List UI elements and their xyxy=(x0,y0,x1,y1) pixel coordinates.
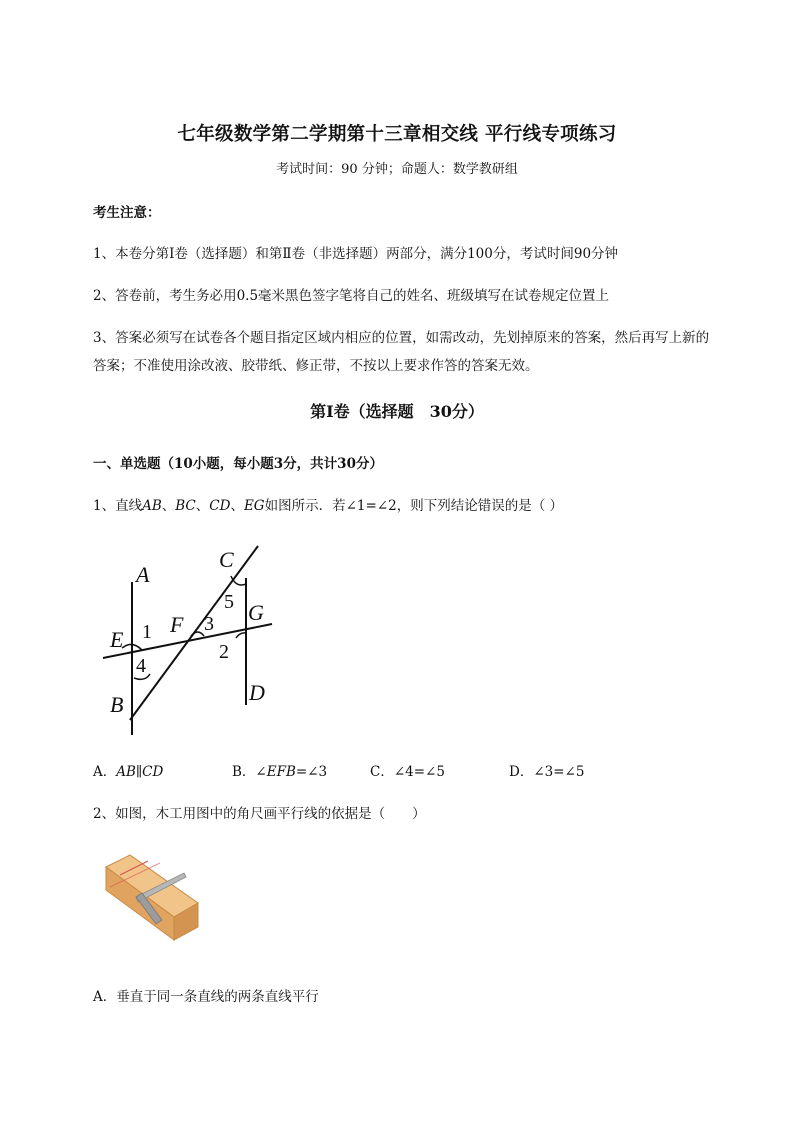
option-key: C． xyxy=(370,764,394,780)
q1-sep: 、 xyxy=(161,498,176,514)
angle-5-arc xyxy=(231,576,246,585)
label-d: D xyxy=(249,680,265,705)
option-text: ∠ xyxy=(255,764,267,780)
q2-option-a[interactable]: A．垂直于同一条直线的两条直线平行 xyxy=(93,989,319,1005)
notice-item-3: 3、答案必须写在试卷各个题目指定区域内相应的位置，如需改动，先划掉原来的答案，然后再写上新的答案；不准使用涂改液、胶带纸、修正带，不按以上要求作答的答案无效。 xyxy=(93,330,710,374)
angle-5-label: 5 xyxy=(224,591,234,613)
section-title: 第Ⅰ卷（选择题 30分） xyxy=(310,402,484,421)
label-c: C xyxy=(219,547,234,572)
option-text: ∠3=∠5 xyxy=(533,764,585,780)
q2-carpenter-square-figure xyxy=(100,845,210,945)
notice-item-1: 1、本卷分第Ⅰ卷（选择题）和第Ⅱ卷（非选择题）两部分，满分100分，考试时间90分钟 xyxy=(93,246,619,262)
q1-line-eg: EG xyxy=(243,498,265,514)
label-f: F xyxy=(170,612,184,637)
question-2-text: 2、如图，木工用图中的角尺画平行线的依据是（ ） xyxy=(93,806,426,822)
option-text: EFB xyxy=(266,764,296,780)
question-1-text xyxy=(93,494,563,514)
notice-heading: 考生注意： xyxy=(93,205,161,221)
angle-4-label: 4 xyxy=(136,655,146,677)
exam-info: 考试时间：90 分钟；命题人：数学教研组 xyxy=(276,162,518,177)
q1-option-c[interactable] xyxy=(370,760,445,780)
option-text: ∠4=∠5 xyxy=(393,764,445,780)
part-heading: 一、单选题（10小题，每小题3分，共计30分） xyxy=(93,456,383,472)
angle-2-arc xyxy=(236,633,246,638)
q1-line-ab: AB xyxy=(142,498,162,514)
option-text: AB∥CD xyxy=(116,764,164,780)
option-text: =∠3 xyxy=(295,764,328,780)
angle-3-label: 3 xyxy=(204,613,214,635)
option-key: D． xyxy=(509,764,534,780)
q1-option-d[interactable] xyxy=(509,760,584,780)
option-key: B． xyxy=(232,764,256,780)
q1-geometry-figure xyxy=(100,540,280,740)
q1-option-a[interactable] xyxy=(93,760,163,780)
q1-sep: 、 xyxy=(230,498,244,514)
label-e: E xyxy=(110,627,124,652)
q1-suffix: 如图所示．若∠1=∠2，则下列结论错误的是（ ） xyxy=(264,498,563,514)
label-a: A xyxy=(136,562,150,587)
q1-sep: 、 xyxy=(195,498,210,514)
label-g: G xyxy=(248,600,264,625)
q1-line-bc: BC xyxy=(175,498,196,514)
angle-2-label: 2 xyxy=(219,641,229,663)
q1-prefix: 1、直线 xyxy=(93,498,143,514)
q1-line-cd: CD xyxy=(209,498,231,514)
angle-1-label: 1 xyxy=(142,621,152,643)
q1-option-b[interactable] xyxy=(232,760,327,780)
option-key: A． xyxy=(93,764,117,780)
label-b: B xyxy=(110,692,124,717)
notice-item-2: 2、答卷前，考生务必用0.5毫米黑色签字笔将自己的姓名、班级填写在试卷规定位置上 xyxy=(93,288,610,304)
page-title: 七年级数学第二学期第十三章相交线 平行线专项练习 xyxy=(177,124,617,145)
